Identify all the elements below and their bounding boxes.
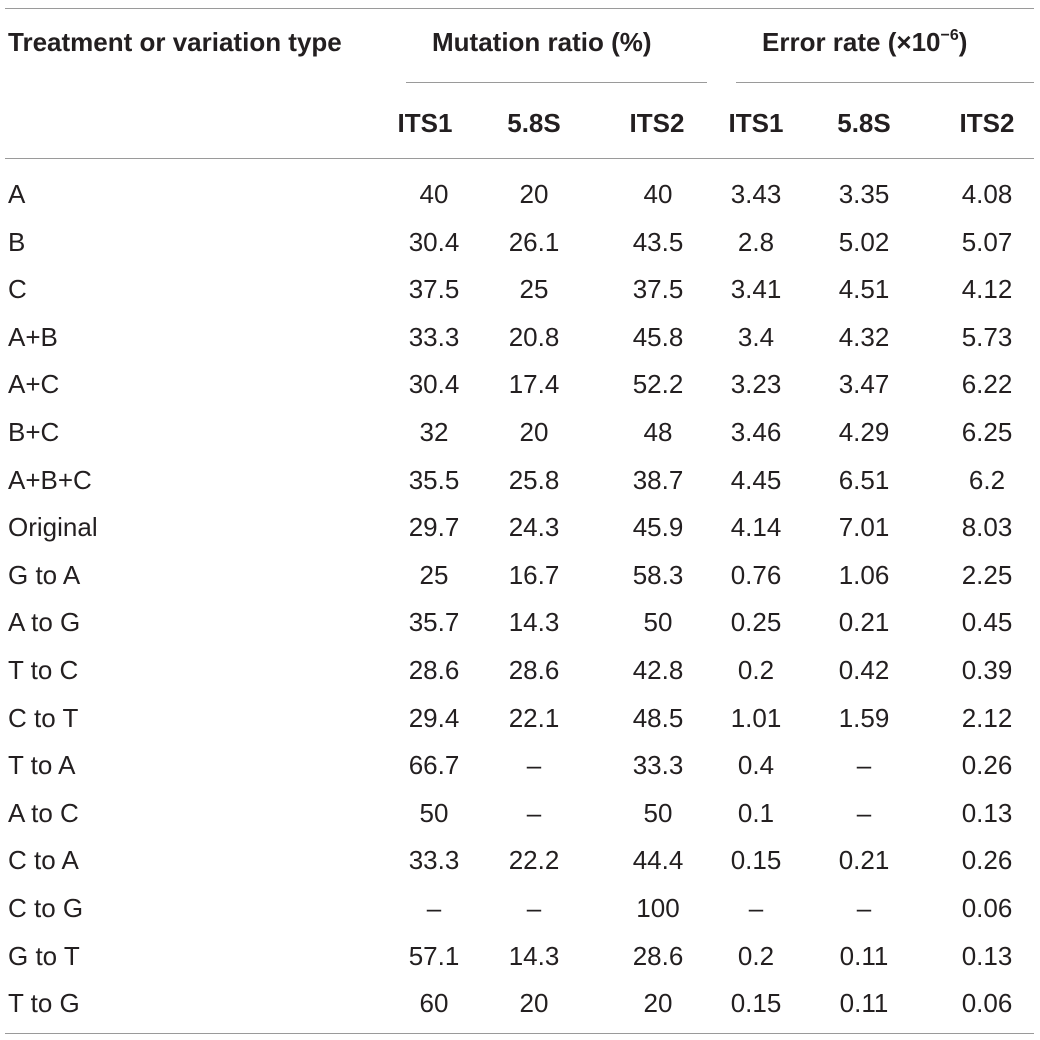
table-row <box>0 322 1040 370</box>
row-label: C to T <box>8 702 79 733</box>
table-cell: 35.7 <box>408 607 460 638</box>
table-cell: 24.3 <box>508 512 560 543</box>
table-cell: 20 <box>643 988 673 1019</box>
table-row <box>0 465 1040 513</box>
table-cell: 30.4 <box>408 226 460 257</box>
header-divider-rule <box>5 158 1034 159</box>
table-cell: 25 <box>419 559 449 590</box>
row-label: C <box>8 274 27 305</box>
table-cell: 66.7 <box>408 750 460 781</box>
table-cell: 28.6 <box>508 655 560 685</box>
table-cell: 2.25 <box>961 559 1013 590</box>
table-cell: 0.06 <box>961 893 1013 923</box>
table-cell: – <box>856 750 872 781</box>
table-cell: 37.5 <box>632 274 684 305</box>
table-cell: 0.13 <box>961 940 1013 971</box>
table-cell: 50 <box>643 607 673 638</box>
table-cell: 0.15 <box>730 988 782 1019</box>
table-row <box>0 845 1040 893</box>
table-cell: 4.08 <box>961 179 1013 209</box>
table-cell: 14.3 <box>508 607 560 638</box>
subheader-its2-mutation: ITS2 <box>629 108 685 138</box>
table-cell: 5.02 <box>838 226 890 257</box>
table-cell: 4.32 <box>838 321 890 352</box>
table-cell: – <box>526 750 542 781</box>
table-cell: 43.5 <box>632 226 684 257</box>
table-cell: 25.8 <box>508 464 560 495</box>
table-cell: 0.25 <box>730 607 782 638</box>
table-cell: 3.41 <box>730 274 782 305</box>
table-row <box>0 703 1040 751</box>
table-cell: 0.2 <box>737 940 775 971</box>
table-cell: 3.47 <box>838 369 890 400</box>
table-cell: 20.8 <box>508 321 560 352</box>
mutation-group-rule <box>406 82 707 83</box>
table-cell: 38.7 <box>632 464 684 495</box>
table-top-rule <box>5 8 1034 9</box>
table-row <box>0 512 1040 560</box>
table-cell: 35.5 <box>408 464 460 495</box>
table-cell: 4.51 <box>838 274 890 305</box>
subheader-its1-error: ITS1 <box>728 108 784 138</box>
table-cell: 8.03 <box>961 512 1013 543</box>
table-cell: 1.59 <box>838 702 890 733</box>
table-cell: 0.76 <box>730 559 782 590</box>
table-cell: 20 <box>519 417 549 447</box>
table-cell: 57.1 <box>408 940 460 971</box>
table-row <box>0 274 1040 322</box>
table-cell: 30.4 <box>408 369 460 400</box>
table-cell: 0.39 <box>961 655 1013 685</box>
error-group-rule <box>736 82 1034 83</box>
table-row <box>0 893 1040 941</box>
row-label: T to G <box>8 988 80 1019</box>
table-row <box>0 369 1040 417</box>
table-row <box>0 227 1040 275</box>
row-label: A to C <box>8 797 79 828</box>
table-cell: 44.4 <box>632 845 684 876</box>
row-label: A <box>8 179 26 209</box>
table-cell: 0.2 <box>737 655 775 685</box>
subheader-its2-error: ITS2 <box>959 108 1015 138</box>
table-cell: 58.3 <box>632 559 684 590</box>
row-label: T to C <box>8 655 79 685</box>
table-cell: 3.43 <box>730 179 782 209</box>
table-cell: 3.46 <box>730 417 782 447</box>
table-row <box>0 417 1040 465</box>
table-cell: 0.15 <box>730 845 782 876</box>
table-cell: 3.35 <box>838 179 890 209</box>
table-cell: 2.8 <box>737 226 775 257</box>
row-label: A+B <box>8 321 58 352</box>
table-cell: – <box>856 893 872 923</box>
table-cell: 42.8 <box>632 655 684 685</box>
table-cell: 4.14 <box>730 512 782 543</box>
subheader-58s-error: 5.8S <box>837 108 891 138</box>
table-cell: 6.22 <box>961 369 1013 400</box>
table-cell: 0.4 <box>737 750 775 781</box>
table-cell: 33.3 <box>408 321 460 352</box>
table-cell: 0.21 <box>838 845 890 876</box>
table-cell: 33.3 <box>408 845 460 876</box>
table-cell: 29.4 <box>408 702 460 733</box>
table-cell: 0.11 <box>839 940 889 971</box>
table-cell: 0.26 <box>961 750 1013 781</box>
table-cell: 0.42 <box>838 655 890 685</box>
table-cell: 0.21 <box>838 607 890 638</box>
table-cell: 0.45 <box>961 607 1013 638</box>
table-cell: 28.6 <box>408 655 460 685</box>
table-bottom-rule <box>5 1033 1034 1034</box>
table-cell: 14.3 <box>508 940 560 971</box>
row-label: Original <box>8 512 98 543</box>
table-cell: 50 <box>643 797 673 828</box>
table-cell: 5.07 <box>961 226 1013 257</box>
row-label: B <box>8 226 26 257</box>
header-error-exponent: −6 <box>940 27 959 44</box>
table-cell: 17.4 <box>508 369 560 400</box>
table-row <box>0 179 1040 227</box>
header-treatment: Treatment or variation type <box>8 27 342 57</box>
table-cell: 45.9 <box>632 512 684 543</box>
table-row <box>0 941 1040 989</box>
table-row <box>0 750 1040 798</box>
table-cell: 26.1 <box>508 226 560 257</box>
table-cell: 0.13 <box>961 797 1013 828</box>
row-label: B+C <box>8 417 60 447</box>
row-label: A+C <box>8 369 60 400</box>
table-cell: 22.2 <box>508 845 560 876</box>
table-cell: 28.6 <box>632 940 684 971</box>
table-cell: 16.7 <box>508 559 560 590</box>
table-row <box>0 655 1040 703</box>
table-cell: 45.8 <box>632 321 684 352</box>
table-cell: – <box>426 893 442 923</box>
table-cell: 0.26 <box>961 845 1013 876</box>
table-cell: 20 <box>519 988 549 1019</box>
table-row <box>0 988 1040 1036</box>
header-error-rate <box>762 27 967 57</box>
table-cell: 6.2 <box>968 464 1006 495</box>
table-cell: 52.2 <box>632 369 684 400</box>
row-label: C to A <box>8 845 79 876</box>
table-cell: – <box>526 797 542 828</box>
row-label: A to G <box>8 607 81 638</box>
table-row <box>0 607 1040 655</box>
table-cell: 1.01 <box>730 702 782 733</box>
table-cell: 48 <box>643 417 673 447</box>
row-label: G to A <box>8 559 81 590</box>
row-label: G to T <box>8 940 80 971</box>
table-cell: 6.51 <box>838 464 890 495</box>
table-cell: 29.7 <box>408 512 460 543</box>
table-cell: 37.5 <box>408 274 460 305</box>
row-label: T to A <box>8 750 76 781</box>
table-cell: – <box>856 797 872 828</box>
table-row <box>0 560 1040 608</box>
table-cell: – <box>748 893 764 923</box>
table-cell: 60 <box>419 988 449 1019</box>
table-cell: 40 <box>643 179 673 209</box>
table-row <box>0 798 1040 846</box>
header-error-prefix: Error rate (×10 <box>762 27 941 57</box>
table-cell: 5.73 <box>961 321 1013 352</box>
table-cell: 0.1 <box>737 797 775 828</box>
table-cell: 4.29 <box>838 417 890 447</box>
table-cell: 7.01 <box>838 512 890 543</box>
table-cell: 0.11 <box>839 988 889 1019</box>
subheader-its1-mutation: ITS1 <box>397 108 453 138</box>
table-cell: 100 <box>636 893 680 923</box>
table-cell: 50 <box>419 797 449 828</box>
table-cell: 6.25 <box>961 417 1013 447</box>
table-cell: 4.45 <box>730 464 782 495</box>
table-cell: 25 <box>519 274 549 305</box>
table-cell: 20 <box>519 179 549 209</box>
table-cell: 1.06 <box>838 559 890 590</box>
table-cell: 33.3 <box>632 750 684 781</box>
table-cell: 0.06 <box>961 988 1013 1019</box>
row-label: C to G <box>8 893 84 923</box>
row-label: A+B+C <box>8 464 92 495</box>
table-cell: 3.4 <box>737 321 775 352</box>
table-cell: 2.12 <box>961 702 1013 733</box>
table-cell: 4.12 <box>961 274 1013 305</box>
table-cell: 32 <box>419 417 449 447</box>
table-cell: 40 <box>419 179 449 209</box>
table-cell: 22.1 <box>508 702 560 733</box>
subheader-58s-mutation: 5.8S <box>507 108 561 138</box>
table-cell: 3.23 <box>730 369 782 400</box>
table-cell: 48.5 <box>632 702 684 733</box>
header-error-suffix: ) <box>958 27 968 57</box>
header-mutation-ratio: Mutation ratio (%) <box>432 27 652 57</box>
table-cell: – <box>526 893 542 923</box>
